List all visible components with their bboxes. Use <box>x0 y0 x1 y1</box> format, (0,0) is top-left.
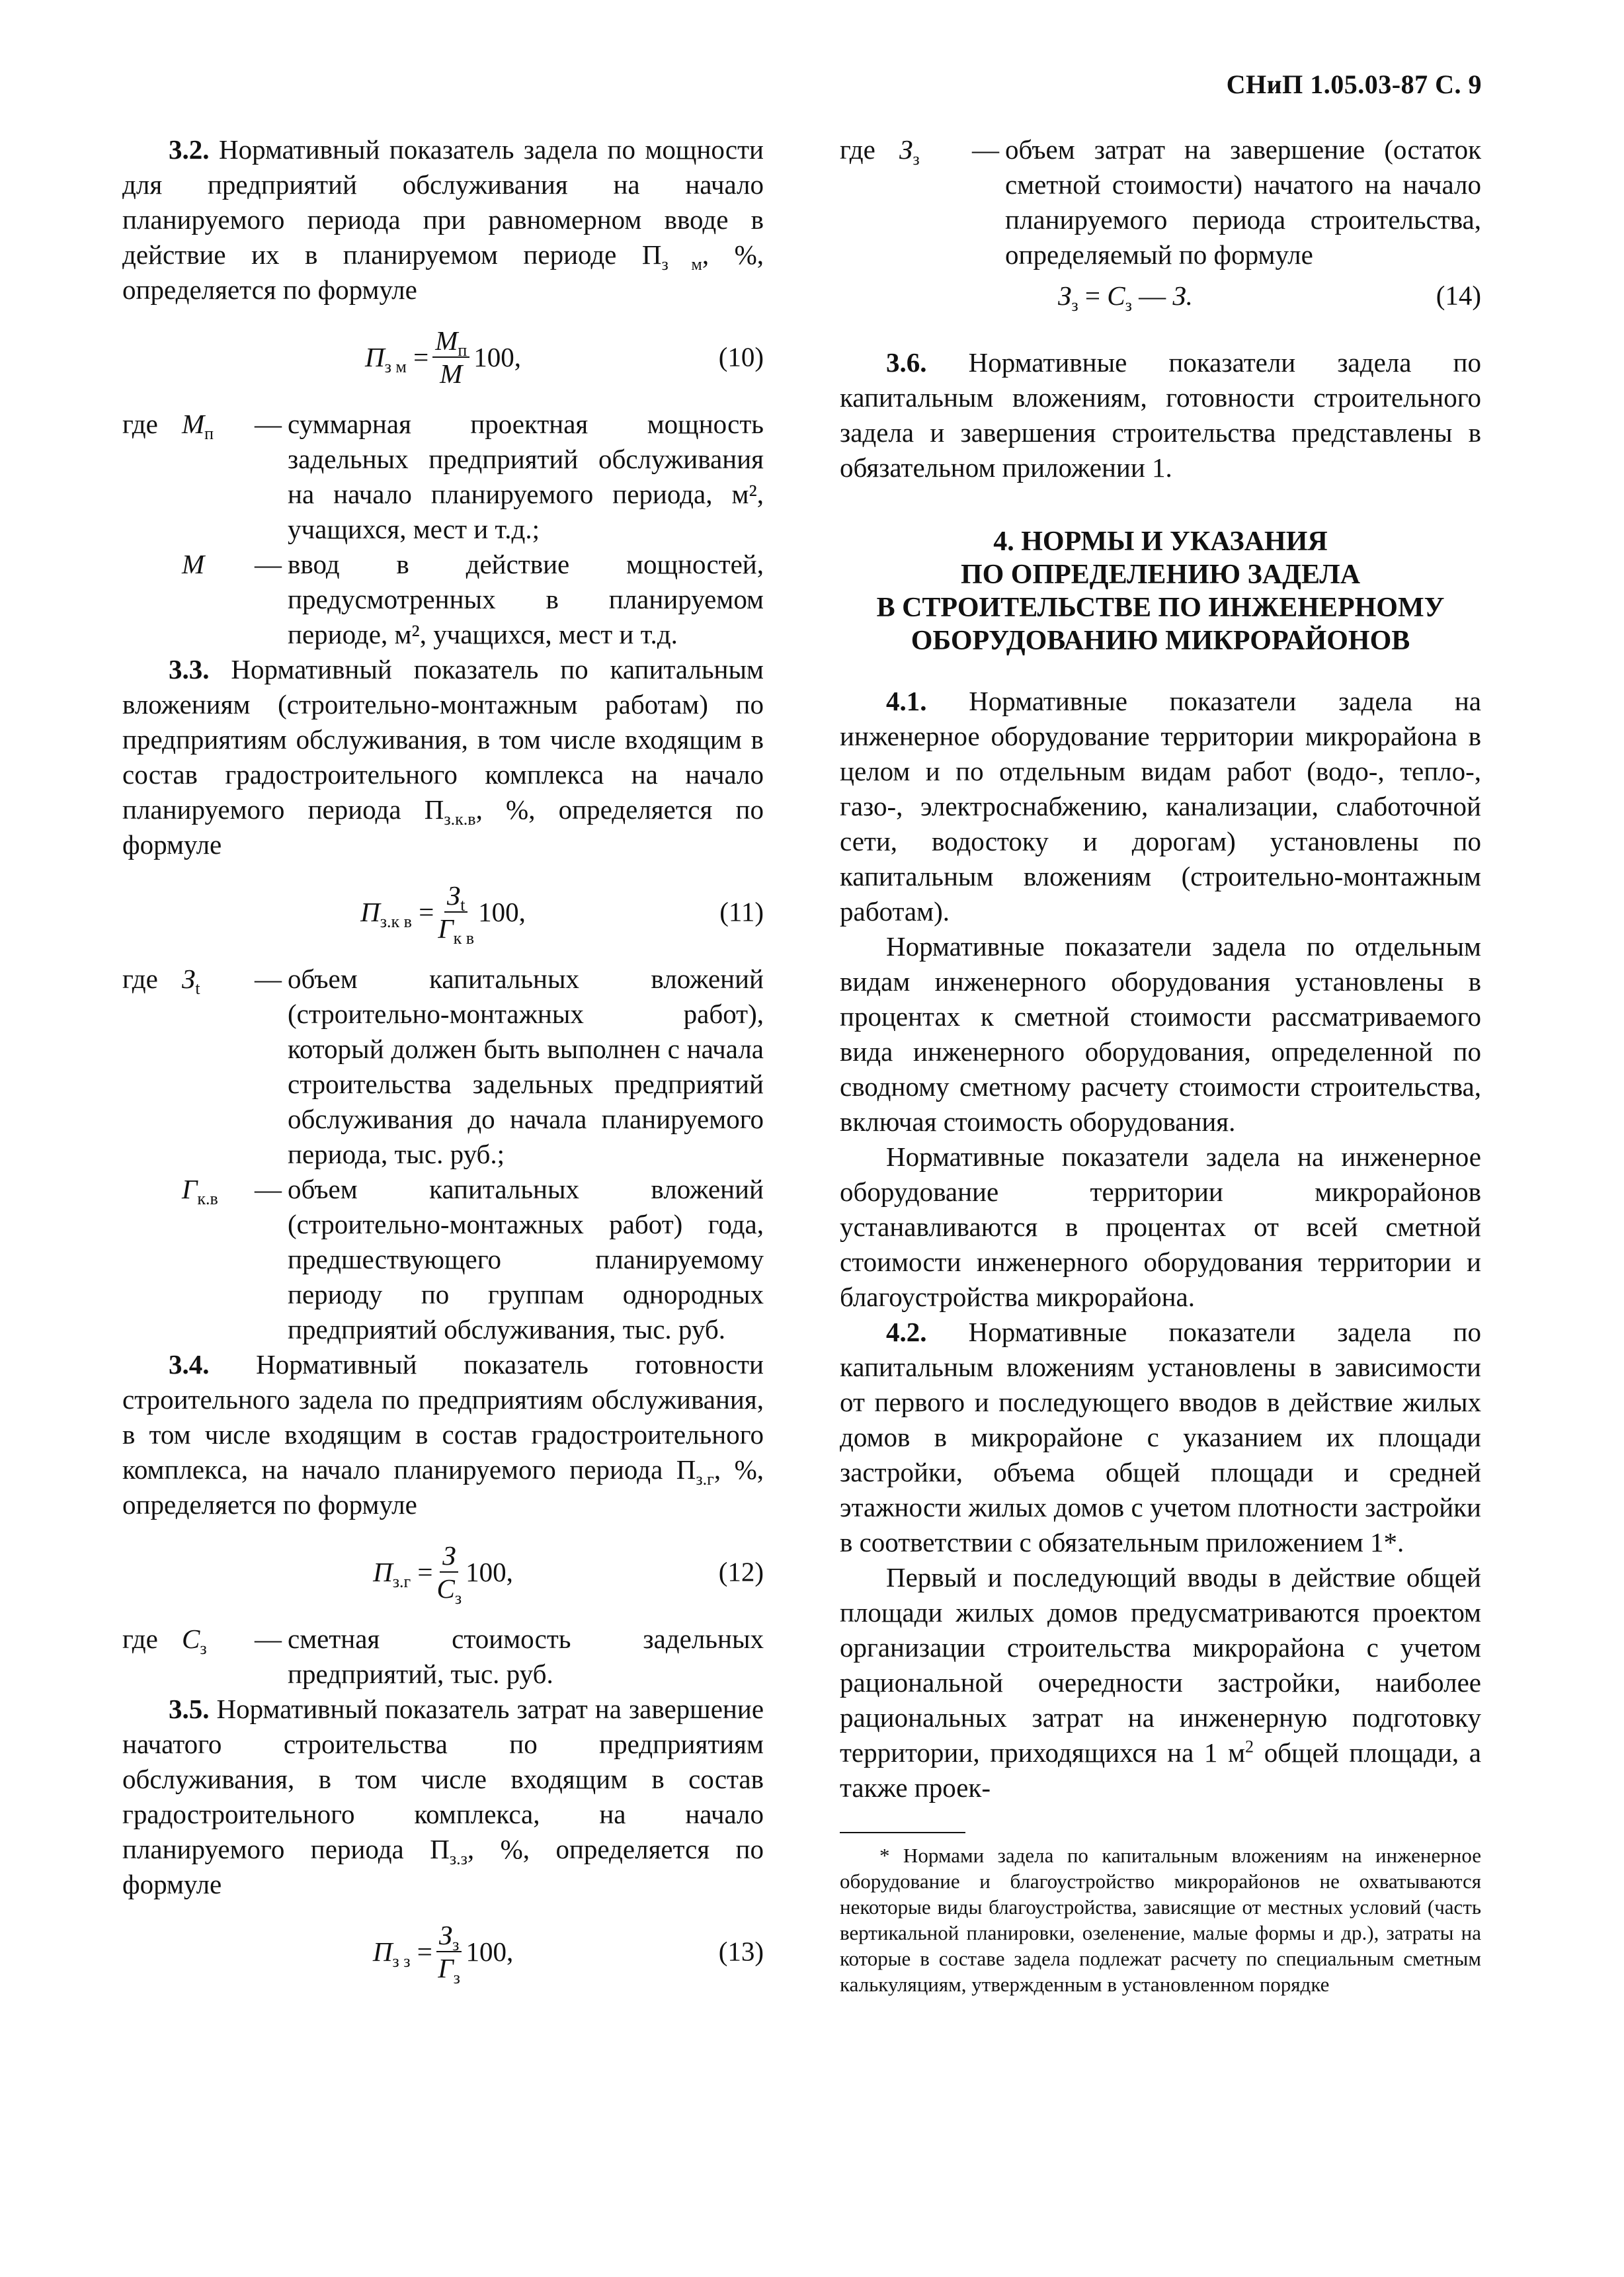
formula-factor: 100, <box>466 1936 514 1967</box>
where-dash: — <box>255 409 282 439</box>
where-list-12 <box>122 1622 764 1692</box>
paragraph-3-5 <box>122 1692 764 1902</box>
clause-number: 3.3. <box>169 654 210 684</box>
where-lead: где <box>122 409 158 439</box>
formula-14 <box>840 272 1481 319</box>
formula-symbol: З <box>438 1920 453 1950</box>
paragraph-4-1 <box>840 684 1481 929</box>
where-dash: — <box>255 964 282 994</box>
where-dash: — <box>972 134 999 165</box>
formula-number: (13) <box>718 1936 764 1967</box>
formula-symbol: М <box>440 358 463 389</box>
formula-symbol: Г <box>438 1953 454 1983</box>
paragraph-text: , %, определяется по формуле <box>122 794 764 860</box>
paragraph-text: , %, определяется по формуле <box>122 1454 764 1520</box>
paragraph-3-3 <box>122 652 764 862</box>
formula-13: $П_{з з}$ = $\frac{З_з}{Г_з}$ 100, (13) <box>372 1920 764 1988</box>
subscript: з <box>200 1639 207 1659</box>
formula-symbol: З <box>446 880 461 911</box>
where-definition: объем капитальных вложений (строительно-монтажных работ) года, предшествующего планируемому периоду по группам однородных предприятий обслуживания, тыс. руб. <box>288 1174 764 1345</box>
subscript: з <box>454 1589 462 1608</box>
where-lead <box>122 547 182 652</box>
formula-symbol: П <box>360 896 380 927</box>
superscript: 2 <box>1245 1737 1254 1757</box>
where-lead: где <box>122 1624 158 1654</box>
paragraph-4-2 <box>840 1315 1481 1560</box>
clause-number: 3.6. <box>886 347 927 378</box>
formula-operator: — <box>1139 280 1166 311</box>
where-definition: суммарная проектная мощность задельных предприятий обслуживания на начало планируемого периода, м², учащихся, мест и т.д.; <box>288 409 764 544</box>
paragraph-text: Нормативный показатель готовности строительного задела по предприятиям обслуживания, в том числе входящим в состав градостроительного комплекса, на начало планируемого периода П <box>122 1349 764 1485</box>
paragraph-text: Нормативный показатель по капитальным вложениям (строительно-монтажным работам) по предприятиям обслуживания, в том числе входящим в состав градостроительного комплекса на начало планируемого периода П <box>122 654 764 825</box>
formula-number: (12) <box>718 1556 764 1587</box>
paragraph-3-6 <box>840 345 1481 485</box>
formula-symbol: П <box>364 341 385 372</box>
where-lead: где <box>122 964 158 994</box>
paragraph-text: общей площади, а также проек- <box>840 1737 1481 1803</box>
clause-number: 3.2. <box>169 134 210 165</box>
formula-12: $П_{з.г}$ = $\frac{З}{С_з}$ 100, (12) <box>373 1540 764 1608</box>
fraction <box>438 880 475 948</box>
paragraph-text: Нормативный показатель затрат на завершение начатого строительства по предприятиям обслуживания, в том числе входящим в состав градостроительного комплекса, на начало планируемого периода П <box>122 1694 764 1864</box>
heading-line: 4. НОРМЫ И УКАЗАНИЯ <box>993 526 1328 557</box>
where-lead <box>122 1172 182 1347</box>
formula-number: (10) <box>718 341 764 372</box>
formula-symbol: М <box>435 325 458 356</box>
paragraph-4-1-b: Нормативные показатели задела по отдельным видам инженерного оборудования установлены в процентах к сметной стоимости рассматриваемого вида инженерного оборудования, определенной по сводному сметному расчету стоимости строительства, включая стоимость оборудования. <box>840 931 1481 1137</box>
where-symbol: М <box>182 409 205 439</box>
paragraph-3-4 <box>122 1347 764 1522</box>
section-heading <box>840 525 1481 657</box>
where-symbol: З <box>899 134 913 165</box>
formula-symbol: Г <box>438 913 454 944</box>
subscript: п <box>458 341 467 360</box>
paragraph-text: Нормативный показатель задела по мощности для предприятий обслуживания на начало планируемого периода при равномерном вводе в действие их в планируемом периоде П <box>122 134 764 270</box>
formula-factor: 100, <box>473 341 522 372</box>
fraction <box>436 1919 462 1988</box>
heading-line: ПО ОПРЕДЕЛЕНИЮ ЗАДЕЛА <box>960 559 1361 590</box>
paragraph-4-1-c: Нормативные показатели задела на инженерное оборудование территории микрорайонов устанавливаются в процентах от всей сметной стоимости инженерного оборудования территории и благоустройства микрорайона. <box>840 1141 1481 1312</box>
where-symbol: З <box>182 964 196 994</box>
where-lead: где <box>840 134 875 165</box>
fraction <box>432 325 469 390</box>
where-dash: — <box>255 549 282 579</box>
subscript: з.з <box>449 1849 467 1869</box>
formula-symbol: З <box>1058 280 1072 311</box>
subscript: t <box>460 895 466 915</box>
subscript: з.к.в <box>444 809 476 829</box>
where-symbol: С <box>182 1624 200 1654</box>
formula-symbol: С <box>1107 280 1125 311</box>
subscript: з <box>913 149 920 169</box>
footnote-rule <box>840 1832 965 1833</box>
subscript: з м <box>384 356 407 376</box>
subscript: з м <box>661 255 702 274</box>
formula-symbol: С <box>436 1573 455 1604</box>
paragraph-text: , %, определяется по формуле <box>122 239 764 305</box>
formula-11: $П_{з.к в}$ = $\frac{З_t}{Г_{к в}}$ 100, (11) <box>360 880 764 948</box>
heading-line: В СТРОИТЕЛЬСТВЕ ПО ИНЖЕНЕРНОМУ <box>876 593 1445 623</box>
paragraph-text: Нормативные показатели задела по капитальным вложениям, готовности строительного задела и завершения строительства представлены в обязательном приложении 1. <box>840 347 1481 483</box>
where-dash: — <box>255 1174 282 1204</box>
where-definition: ввод в действие мощностей, предусмотренных в планируемом периоде, м², учащихся, мест и т.д. <box>288 549 764 649</box>
paragraph-4-2-b <box>840 1560 1481 1805</box>
paragraph-text: , %, определяется по формуле <box>122 1834 764 1899</box>
where-symbol: М <box>182 549 205 579</box>
paragraph-text: Первый и последующий вводы в действие общей площади жилых домов предусматриваются проектом организации строительства микрорайона с учетом рациональной очередности застройки, наиболее рациональных затрат на инженерную подготовку территории, приходящихся на 1 м <box>840 1562 1481 1768</box>
running-head: СНиП 1.05.03-87 С. 9 <box>1226 69 1482 99</box>
formula-symbol: З. <box>1172 280 1193 311</box>
subscript: п <box>204 424 214 444</box>
formula-symbol: П <box>373 1556 393 1587</box>
subscript: з.к в <box>380 911 412 931</box>
formula-number: (14) <box>1436 280 1481 311</box>
formula-number: (11) <box>719 896 764 927</box>
where-list-10 <box>122 407 764 652</box>
formula-factor: 100, <box>466 1556 513 1587</box>
subscript: з <box>1125 295 1132 315</box>
clause-number: 3.4. <box>169 1349 210 1380</box>
formula-10: $П_{з м}$ = $\frac{М_п}{М}$ 100, (10) <box>364 325 764 389</box>
formula-factor: 100, <box>478 896 526 927</box>
right-column <box>840 132 1481 1997</box>
footnote: * Нормами задела по капитальным вложениям на инженерное оборудование и благоустройство микрорайонов не охватываются некоторые виды благоустройства, зависящие от местных условий (часть вертикальной планировки, озеленение, малые формы и др.), затраты на которые в составе задела подлежат расчету по специальным сметным калькуляциям, утвержденным в установленном порядке <box>840 1844 1481 1996</box>
formula-operator: = <box>1084 280 1100 311</box>
where-definition: объем капитальных вложений (строительно-монтажных работ), который должен быть выполнен с начала строительства задельных предприятий обслуживания до начала планируемого периода, тыс. руб.; <box>288 964 764 1169</box>
clause-number: 4.2. <box>886 1317 927 1347</box>
subscript: з <box>1071 295 1078 315</box>
subscript: к.в <box>197 1189 218 1209</box>
clause-number: 3.5. <box>169 1694 210 1724</box>
where-definition: сметная стоимость задельных предприятий, тыс. руб. <box>288 1624 764 1689</box>
subscript: к в <box>453 929 475 948</box>
formula-symbol: П <box>372 1936 393 1967</box>
clause-number: 4.1. <box>886 686 927 716</box>
heading-line: ОБОРУДОВАНИЮ МИКРОРАЙОНОВ <box>911 626 1410 656</box>
paragraph-text: Нормативные показатели задела по капитальным вложениям установлены в зависимости от первого и последующего вводов в действие жилых домов в микрорайоне с указанием их площади застройки, объема общей площади и средней этажности жилых домов с учетом плотности застройки в соответствии с обязательным приложением 1*. <box>840 1317 1481 1557</box>
subscript: t <box>195 979 200 999</box>
subscript: з з <box>392 1951 411 1971</box>
paragraph-text: Нормативные показатели задела на инженерное оборудование территории микрорайона в целом и по отдельным видам работ (водо-, тепло-, газо-, электроснабжению, канализации, слаботочной сети, водостоку и дорогам) установлены по капитальным вложениям (строительно-монтажным работам). <box>840 686 1482 927</box>
where-list-14 <box>840 132 1481 272</box>
fraction <box>436 1540 462 1608</box>
formula-symbol: З <box>442 1540 456 1571</box>
where-symbol: Г <box>182 1174 198 1204</box>
where-definition: объем затрат на завершение (остаток сметной стоимости) начатого на начало планируемого периода строительства, определяемый по формуле <box>1005 134 1481 270</box>
subscript: з <box>452 1935 460 1955</box>
left-column <box>122 132 764 2001</box>
subscript: з.г <box>392 1571 411 1591</box>
subscript: з.г <box>696 1470 714 1489</box>
paragraph-3-2 <box>122 132 764 308</box>
subscript: з <box>453 1968 460 1988</box>
where-list-11 <box>122 962 764 1347</box>
where-dash: — <box>255 1624 282 1654</box>
